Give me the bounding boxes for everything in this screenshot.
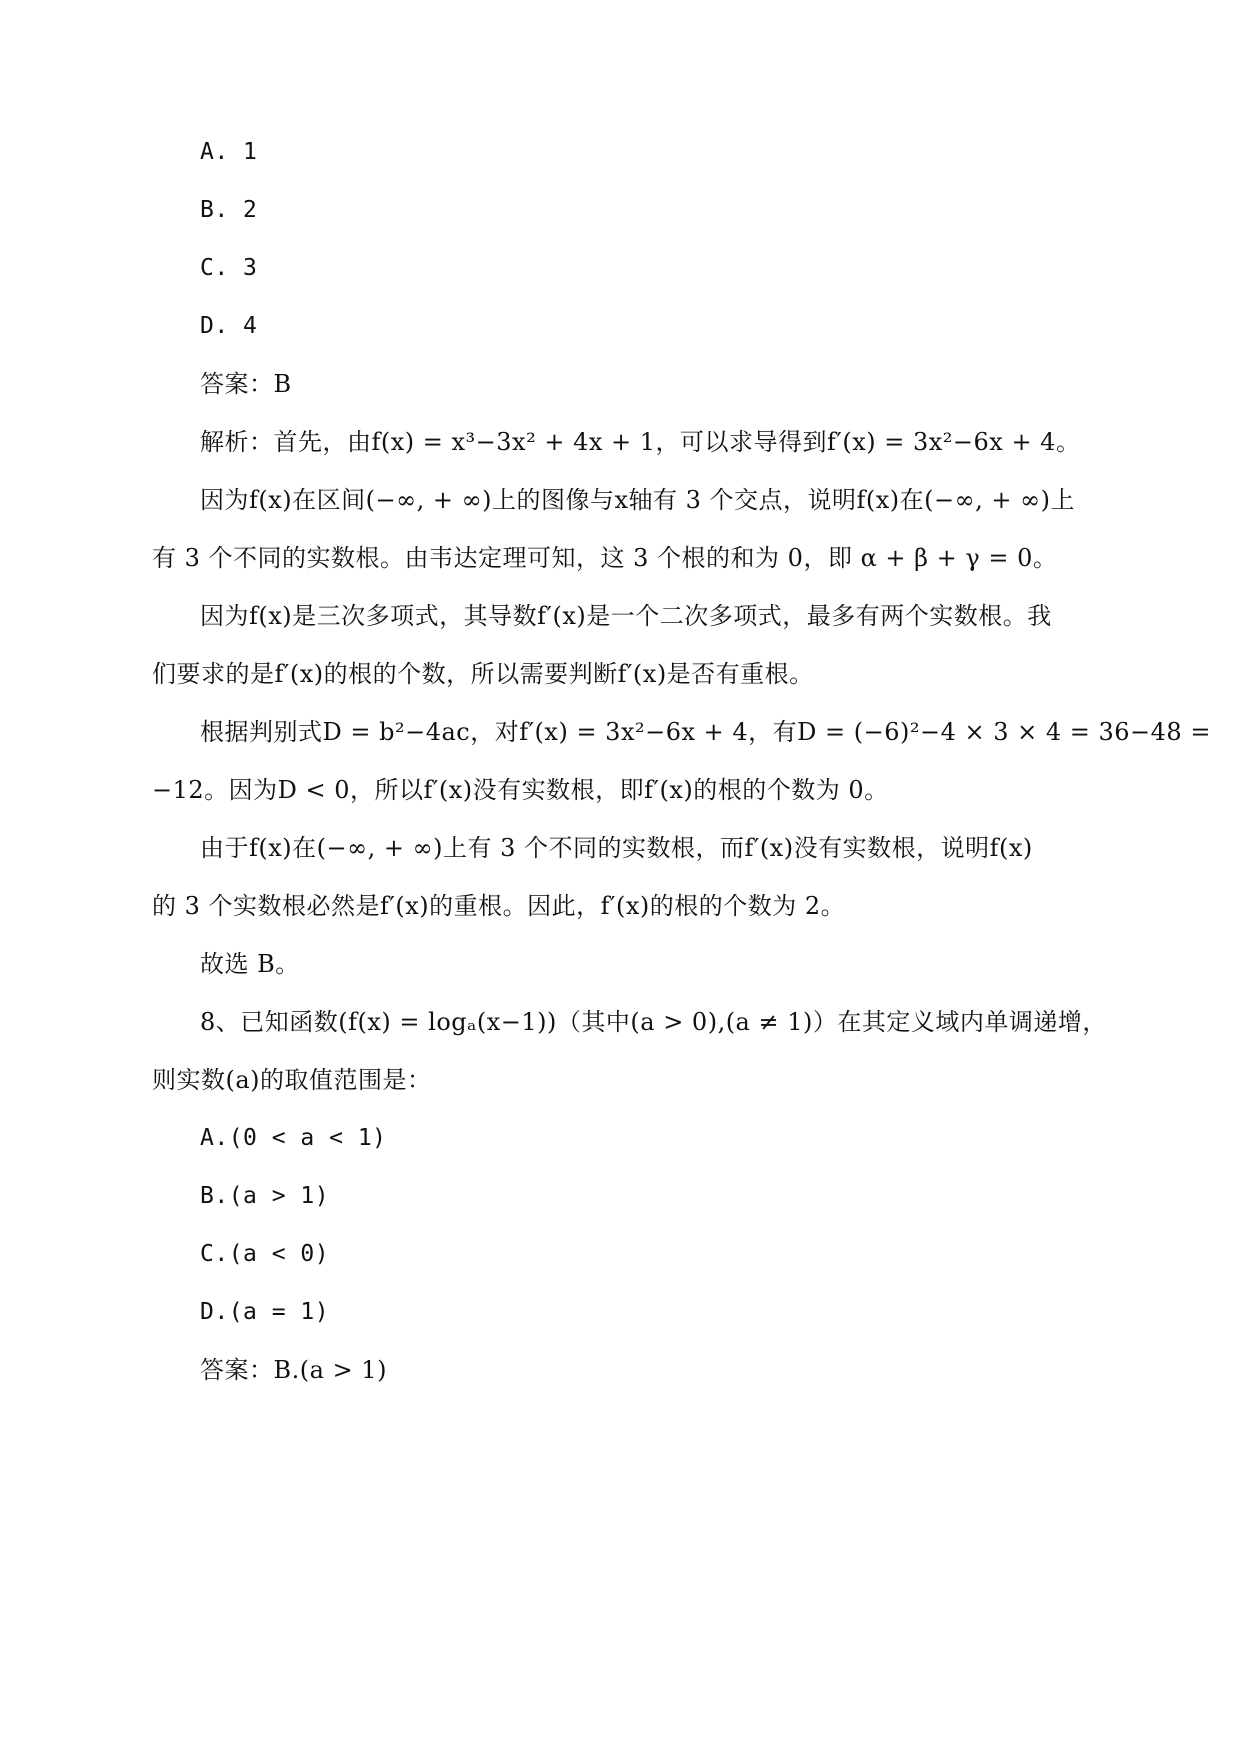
q7-analysis-line: 由于f(x)在(−∞, + ∞)上有 3 个不同的实数根，而f′(x)没有实数根，说明f(x)	[200, 834, 1033, 862]
q7-option-b: B. 2	[200, 197, 258, 223]
q7-analysis-line: 的 3 个实数根必然是f′(x)的重根。因此，f′(x)的根的个数为 2。	[152, 892, 846, 920]
q7-analysis-line: −12。因为D < 0，所以f′(x)没有实数根，即f′(x)的根的个数为 0。	[152, 776, 889, 804]
q7-analysis-line: 有 3 个不同的实数根。由韦达定理可知，这 3 个根的和为 0，即 α + β + γ = 0。	[152, 544, 1058, 572]
q8-stem-line: 8、已知函数(f(x) = logₐ(x−1))（其中(a > 0),(a ≠ 1)）在其定义域内单调递增，	[200, 1008, 1107, 1036]
q7-analysis-line: 们要求的是f′(x)的根的个数，所以需要判断f′(x)是否有重根。	[152, 660, 814, 688]
q8-option-a: A.(0 < a < 1)	[200, 1125, 387, 1151]
q8-option-c: C.(a < 0)	[200, 1241, 330, 1267]
q7-option-d: D. 4	[200, 313, 258, 339]
q7-analysis-line: 因为f(x)在区间(−∞, + ∞)上的图像与x轴有 3 个交点，说明f(x)在(−∞, + ∞)上	[200, 486, 1075, 514]
q8-option-b: B.(a > 1)	[200, 1183, 330, 1209]
q8-option-d: D.(a = 1)	[200, 1299, 330, 1325]
q7-answer: 答案：B	[200, 370, 292, 398]
q7-option-a: A. 1	[200, 139, 258, 165]
q8-answer: 答案：B.(a > 1)	[200, 1356, 387, 1384]
q7-analysis-line: 因为f(x)是三次多项式，其导数f′(x)是一个二次多项式，最多有两个实数根。我	[200, 602, 1052, 630]
q7-conclusion: 故选 B。	[200, 950, 300, 978]
q7-analysis-line: 解析：首先，由f(x) = x³−3x² + 4x + 1，可以求导得到f′(x) = 3x²−6x + 4。	[200, 428, 1081, 456]
q8-stem-line: 则实数(a)的取值范围是：	[152, 1066, 432, 1094]
q7-analysis-line: 根据判别式D = b²−4ac，对f′(x) = 3x²−6x + 4，有D = (−6)²−4 × 3 × 4 = 36−48 =	[200, 718, 1211, 746]
q7-option-c: C. 3	[200, 255, 258, 281]
